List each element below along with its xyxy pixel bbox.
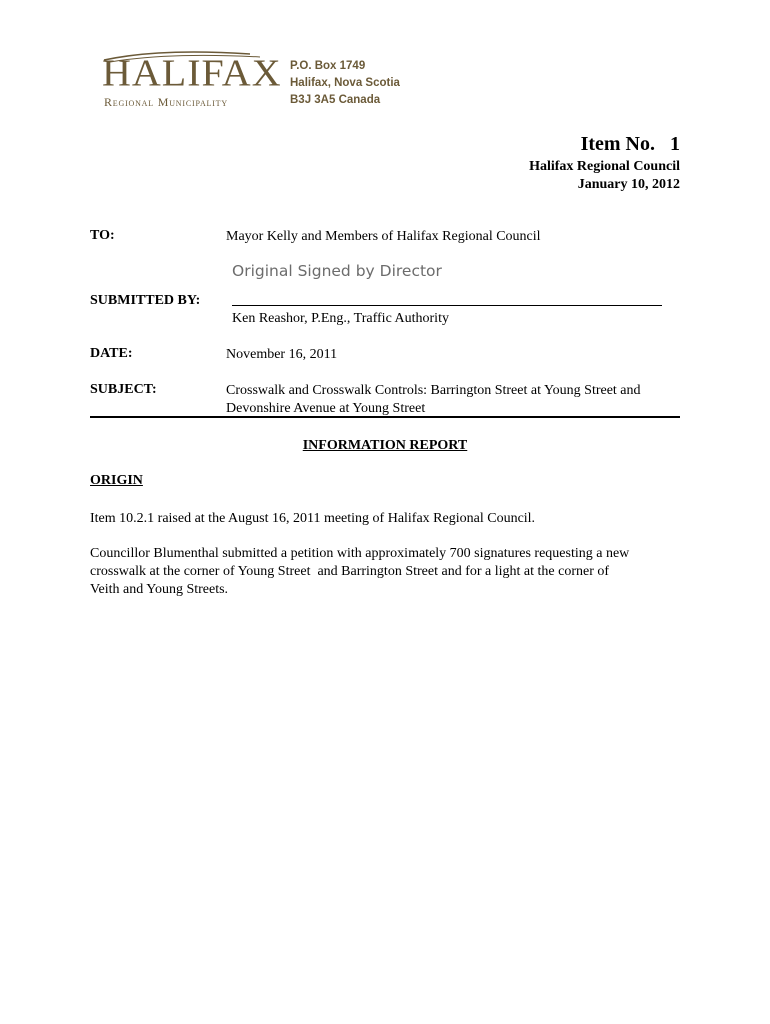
halifax-logo: [100, 50, 282, 112]
paragraph-line: Councillor Blumenthal submitted a petition with approximately 700 signatures requesting a new: [90, 546, 630, 561]
submitted-by-value: Ken Reashor, P.Eng., Traffic Authority: [232, 311, 449, 326]
subject-line: Crosswalk and Crosswalk Controls: Barrington Street at Young Street and: [226, 383, 641, 398]
signature: Original Signed by Director: [232, 262, 442, 280]
origin-heading: ORIGIN: [90, 473, 143, 488]
council-name: Halifax Regional Council: [529, 159, 680, 174]
meeting-date: January 10, 2012: [577, 177, 680, 192]
address-line: B3J 3A5 Canada: [290, 94, 381, 106]
to-label: TO:: [90, 228, 115, 243]
date-label: DATE:: [90, 346, 133, 361]
report-title: INFORMATION REPORT: [302, 438, 468, 453]
logo-wordmark: HALIFAX: [102, 51, 282, 94]
address-line: Halifax, Nova Scotia: [290, 77, 400, 89]
item-header: [529, 133, 680, 194]
subject-value: [226, 382, 641, 418]
paragraph-line: Veith and Young Streets.: [90, 582, 229, 597]
paragraph: Item 10.2.1 raised at the August 16, 2011 meeting of Halifax Regional Council.: [90, 511, 536, 526]
mailing-address: [290, 58, 400, 109]
logo-subtitle: Regional Municipality: [104, 95, 228, 109]
to-value: Mayor Kelly and Members of Halifax Regional Council: [226, 229, 541, 244]
signature-line: [232, 305, 662, 306]
submitted-by-label: SUBMITTED BY:: [90, 293, 201, 308]
subject-label: SUBJECT:: [90, 382, 157, 397]
date-value: November 16, 2011: [226, 347, 338, 362]
address-line: P.O. Box 1749: [290, 60, 366, 72]
header-divider: [90, 416, 680, 418]
subject-line: Devonshire Avenue at Young Street: [226, 401, 426, 416]
item-number: Item No. 1: [580, 133, 680, 155]
paragraph: [90, 545, 690, 599]
paragraph-line: crosswalk at the corner of Young Street and Barrington Street and for a light at the corner of: [90, 564, 610, 579]
